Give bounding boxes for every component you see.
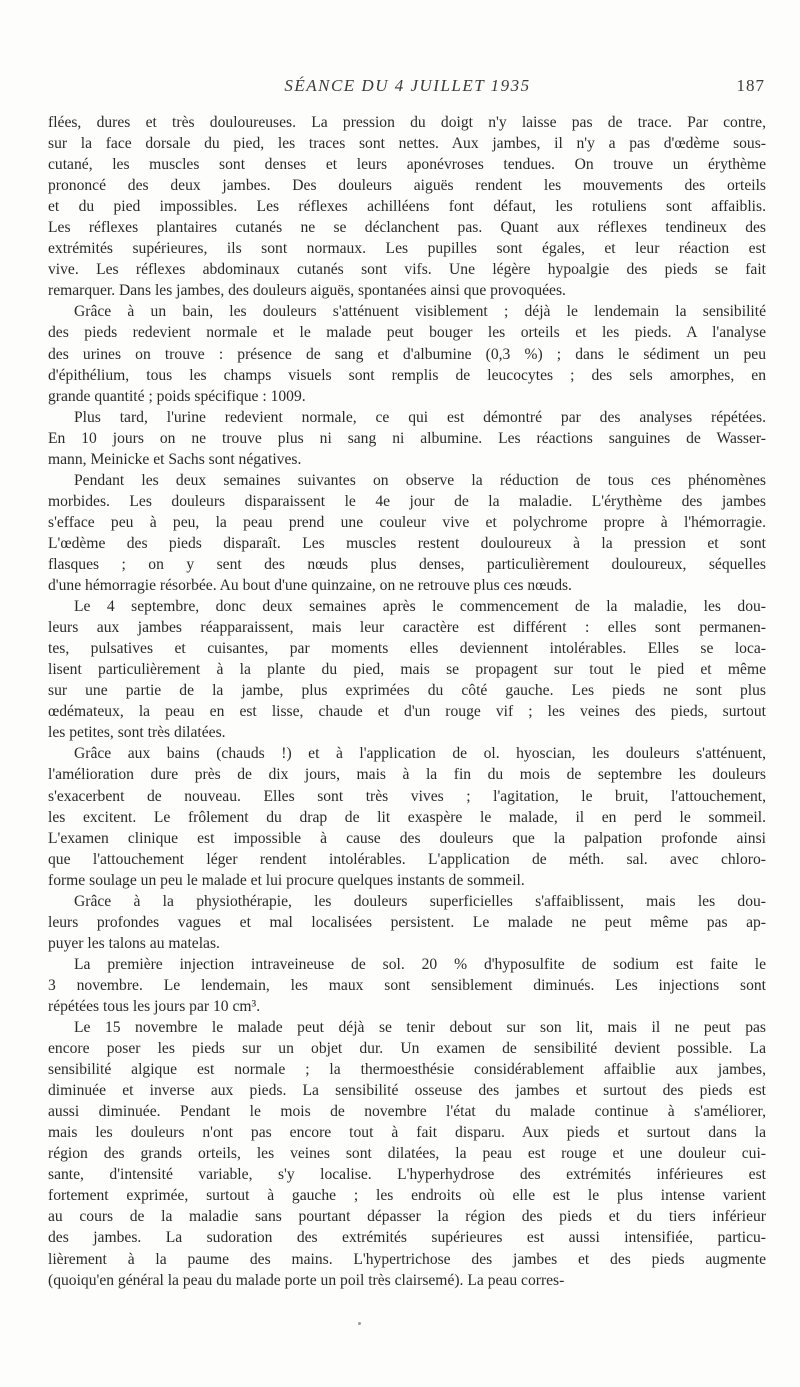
paragraph: [48, 1017, 766, 1291]
text-line: Pendant les deux semaines suivantes on observe la réduction de tous ces phénomènes: [74, 471, 766, 489]
paragraph: [48, 407, 766, 470]
text-line: aussi diminuée. Pendant le mois de novembre l'état du malade continue à s'améliorer,: [48, 1103, 766, 1121]
paragraph: [48, 954, 766, 1017]
text-line: vive. Les réflexes abdominaux cutanés sont vifs. Une légère hypoalgie des pieds se fait: [48, 261, 766, 279]
text-line: encore poser les pieds sur un objet dur. Un examen de sensibilité devient possible. La: [48, 1040, 766, 1058]
text-line: Grâce à la physiothérapie, les douleurs superficielles s'affaiblissent, mais les dou-: [74, 892, 766, 910]
text-line: Grâce aux bains (chauds !) et à l'application de ol. hyoscian, les douleurs s'atténuent,: [74, 745, 766, 763]
text-line: des jambes. La sudoration des extrémités supérieures est aussi intensifiée, particu-: [48, 1229, 766, 1247]
text-line: mais les douleurs n'ont pas encore tout à fait disparu. Aux pieds et surtout dans la: [48, 1124, 766, 1142]
text-line: Le 15 novembre le malade peut déjà se tenir debout sur son lit, mais il ne peut pas: [74, 1019, 766, 1037]
text-line: l'amélioration dure près de dix jours, mais à la fin du mois de septembre les douleurs: [48, 766, 766, 784]
text-line: que l'attouchement léger rendent intolérables. L'application de méth. sal. avec chloro-: [48, 850, 766, 868]
text-line: région des grands orteils, les veines sont dilatées, la peau est rouge et une douleur cui-: [48, 1145, 766, 1163]
text-line: au cours de la maladie sans pourtant dépasser la région des pieds et du tiers inférieur: [48, 1208, 766, 1226]
paragraph: [48, 891, 766, 954]
text-line: remarquer. Dans les jambes, des douleurs aiguës, spontanées ainsi que provoquées.: [48, 282, 566, 300]
text-line: 3 novembre. Le lendemain, les maux sont sensiblement diminués. Les injections sont: [48, 976, 766, 994]
text-line: d'épithélium, tous les champs visuels sont remplis de leucocytes ; des sels amorphes, en: [48, 366, 766, 384]
text-line: leurs profondes vagues et mal localisées persistent. Le malade ne peut même pas ap-: [48, 913, 766, 931]
running-title: SÉANCE DU 4 JUILLET 1935: [284, 76, 531, 95]
text-line: lisent particulièrement à la plante du pied, mais se propagent sur tout le pied et même: [48, 661, 766, 679]
text-line: sur une partie de la jambe, plus exprimées du côté gauche. Les pieds ne sont plus: [48, 682, 766, 700]
paragraph: [48, 596, 766, 743]
text-line: flées, dures et très douloureuses. La pression du doigt n'y laisse pas de trace. Par contre,: [48, 114, 766, 131]
text-line: des urines on trouve : présence de sang et d'albumine (0,3 %) ; dans le sédiment un peu: [48, 345, 766, 363]
text-line: Le 4 septembre, donc deux semaines après le commencement de la maladie, les dou-: [74, 598, 766, 616]
text-line: et du pied impossibles. Les réflexes achilléens font défaut, les rotuliens sont affaiblis.: [48, 198, 766, 216]
printing-speck: [358, 1322, 361, 1325]
text-line: sur la face dorsale du pied, les traces sont nettes. Aux jambes, il n'y a pas d'œdème sous-: [48, 135, 766, 153]
text-line: lièrement à la paume des mains. L'hypertrichose des jambes et des pieds augmente: [48, 1250, 766, 1268]
text-line: œdémateux, la peau en est lisse, chaude et d'un rouge vif ; les veines des pieds, surtout: [48, 703, 766, 721]
text-line: L'examen clinique est impossible à cause des douleurs que la palpation profonde ainsi: [48, 829, 766, 847]
text-line: sensibilité algique est normale ; la thermoesthésie considérablement affaiblie aux jambes,: [48, 1061, 766, 1079]
text-line: flasques ; on y sent des nœuds plus denses, particulièrement douloureux, séquelles: [48, 555, 766, 573]
text-line: (quoiqu'en général la peau du malade porte un poil très clairsemé). La peau corres-: [48, 1271, 565, 1289]
text-line: leurs aux jambes réapparaissent, mais leur caractère est différent : elles sont permanen-: [48, 619, 766, 637]
text-line: La première injection intraveineuse de sol. 20 % d'hyposulfite de sodium est faite le: [74, 955, 766, 973]
text-line: sante, d'intensité variable, s'y localise. L'hyperhydrose des extrémités inférieures est: [48, 1166, 766, 1184]
text-line: prononcé des deux jambes. Des douleurs aiguës rendent les mouvements des orteils: [48, 177, 766, 195]
paragraph: [48, 112, 766, 301]
text-line: morbides. Les douleurs disparaissent le 4e jour de la maladie. L'érythème des jambes: [48, 492, 766, 510]
text-line: les excitent. Le frôlement du drap de lit exaspère le malade, il en perd le sommeil.: [48, 808, 766, 826]
text-line: Plus tard, l'urine redevient normale, ce qui est démontré par des analyses répétées.: [74, 408, 766, 426]
text-line: les petites, sont très dilatées.: [48, 724, 226, 742]
text-line: L'œdème des pieds disparaît. Les muscles restent douloureux à la pression et sont: [48, 534, 766, 552]
body-text: [48, 112, 766, 1291]
text-line: cutané, les muscles sont denses et leurs aponévroses tendues. On trouve un érythème: [48, 156, 766, 174]
text-line: Les réflexes plantaires cutanés ne se déclanchent pas. Quant aux réflexes tendineux des: [48, 219, 766, 237]
paragraph: [48, 470, 766, 596]
page-number: 187: [736, 76, 765, 95]
text-line: répétées tous les jours par 10 cm³.: [48, 997, 261, 1015]
text-line: puyer les talons au matelas.: [48, 934, 220, 952]
text-line: forme soulage un peu le malade et lui procure quelques instants de sommeil.: [48, 871, 525, 889]
running-header: [50, 76, 765, 100]
text-line: tes, pulsatives et cuisantes, par moments elles deviennent intolérables. Elles se loca-: [48, 640, 766, 658]
text-line: grande quantité ; poids spécifique : 1009.: [48, 387, 306, 405]
text-line: des pieds redevient normale et le malade peut bouger les orteils et les pieds. A l'analyse: [48, 324, 766, 342]
text-line: s'efface peu à peu, la peau prend une couleur vive et polychrome propre à l'hémorragie.: [48, 513, 766, 531]
text-line: Grâce à un bain, les douleurs s'atténuent visiblement ; déjà le lendemain la sensibilité: [74, 303, 766, 321]
paragraph: [48, 301, 766, 406]
text-line: mann, Meinicke et Sachs sont négatives.: [48, 450, 302, 468]
text-line: extrémités supérieures, ils sont normaux. Les pupilles sont égales, et leur réaction est: [48, 240, 766, 258]
paragraph: [48, 743, 766, 890]
text-line: En 10 jours on ne trouve plus ni sang ni albumine. Les réactions sanguines de Wasser-: [48, 429, 766, 447]
text-line: diminuée et inverse aux pieds. La sensibilité osseuse des jambes et surtout des pieds est: [48, 1082, 766, 1100]
text-line: d'une hémorragie résorbée. Au bout d'une quinzaine, on ne retrouve plus ces nœuds.: [48, 577, 572, 595]
text-line: s'exacerbent de nouveau. Elles sont très vives ; l'agitation, le bruit, l'attouchement,: [48, 787, 766, 805]
text-line: fortement exprimée, surtout à gauche ; les endroits où elle est le plus intense varient: [48, 1187, 766, 1205]
